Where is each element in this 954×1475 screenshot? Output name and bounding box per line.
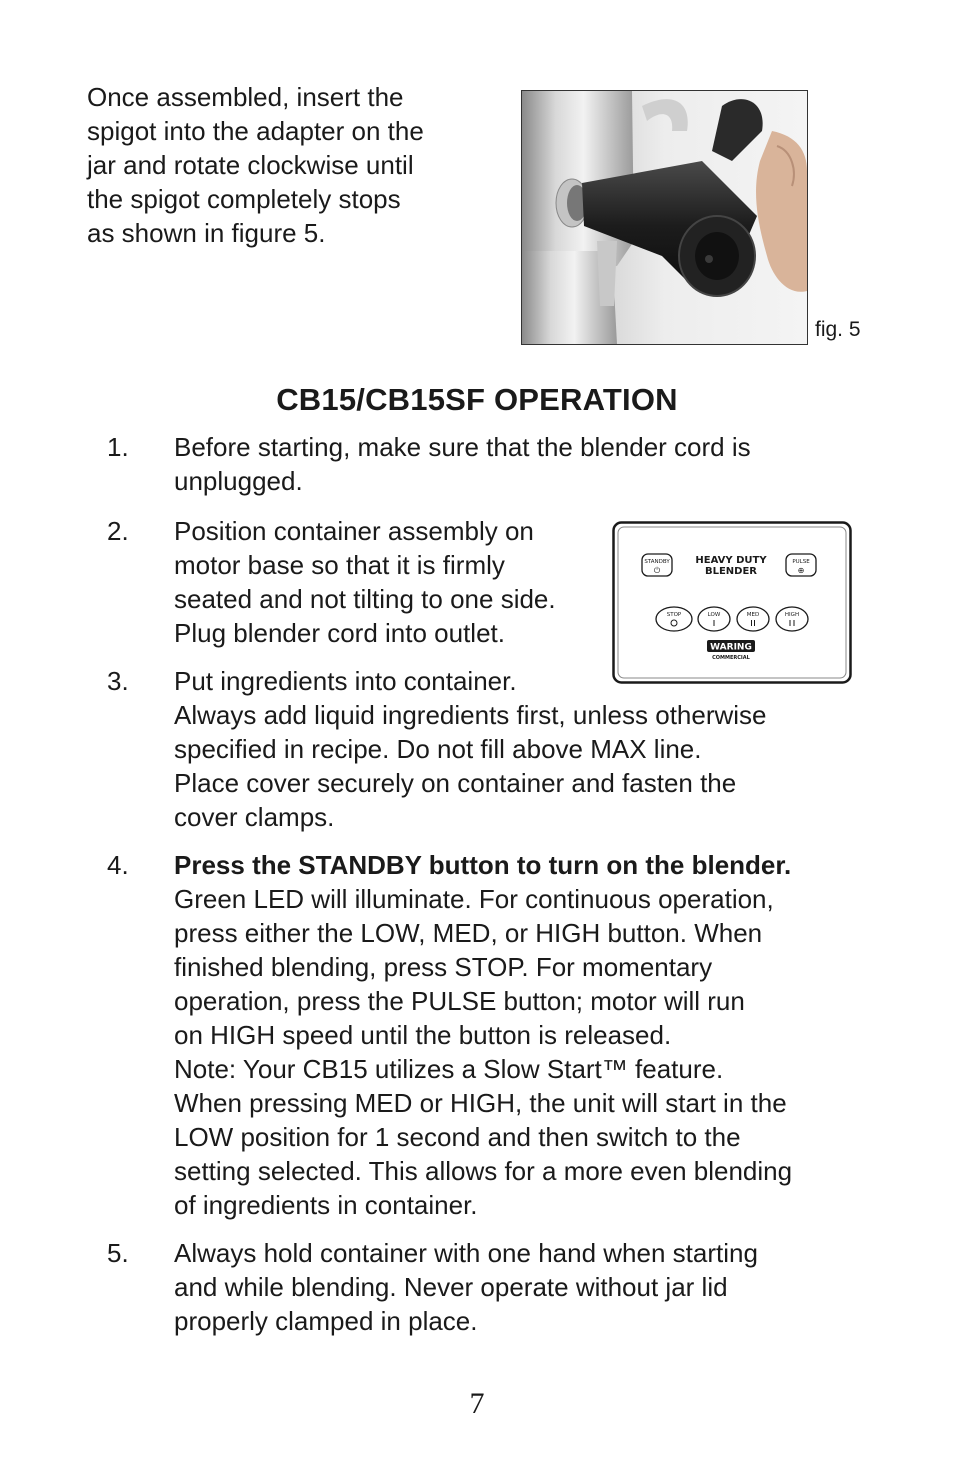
step-line: When pressing MED or HIGH, the unit will start in the [174,1088,787,1118]
spigot-photo [521,90,808,345]
stop-button-drawing [656,607,692,631]
waring-logo [707,640,755,661]
step-text [174,1236,758,1338]
high-label: HIGH [784,612,800,618]
standby-label: STANDBY [644,559,670,565]
stop-label: STOP [666,612,682,618]
step-line: Note: Your CB15 utilizes a Slow Start™ feature. [174,1054,724,1084]
step-number: 2. [107,516,129,546]
step-number: 4. [107,850,129,880]
step-text [174,514,556,650]
step-line: Position container assembly on [174,516,534,546]
power-icon: ⏻ [653,566,661,575]
logo-subtext: COMMERCIAL [712,655,750,661]
step-bold-line: Press the STANDBY button to turn on the blender. [174,850,792,880]
step-line: Plug blender cord into outlet. [174,618,505,648]
panel-title-line1: HEAVY DUTY [695,555,767,566]
blender-control-panel [612,521,852,684]
step-line: finished blending, press STOP. For momentary [174,952,713,982]
low-label: LOW [707,612,721,618]
control-panel-drawing [612,521,852,684]
high-button-drawing [776,607,808,631]
logo-text: WARING [710,642,752,653]
spigot-photo-image [522,91,807,344]
step-line: setting selected. This allows for a more even blending [174,1156,793,1186]
step-line: Always add liquid ingredients first, unless otherwise [174,700,767,730]
intro-line: as shown in figure 5. [87,218,326,248]
step-line: operation, press the PULSE button; motor will run [174,986,745,1016]
step-number: 1. [107,432,129,462]
intro-paragraph [87,80,487,250]
step-text [174,430,751,498]
step-line: properly clamped in place. [174,1306,478,1336]
step-line: LOW position for 1 second and then switch to the [174,1122,741,1152]
step-line: seated and not tilting to one side. [174,584,556,614]
med-button-drawing [737,607,769,631]
step-line: unplugged. [174,466,303,496]
low-button-drawing [698,607,730,631]
intro-line: the spigot completely stops [87,184,401,214]
med-label: MED [746,612,760,618]
step-line: Before starting, make sure that the blender cord is [174,432,751,462]
intro-line: jar and rotate clockwise until [87,150,414,180]
step-line: of ingredients in container. [174,1190,478,1220]
step-line: Always hold container with one hand when starting [174,1238,758,1268]
step-line: and while blending. Never operate without jar lid [174,1272,728,1302]
step-number: 3. [107,666,129,696]
standby-button-drawing [642,554,672,576]
page-number: 7 [469,1387,485,1420]
step-text [174,848,792,1222]
step-number: 5. [107,1238,129,1268]
figure-caption: fig. 5 [815,318,861,341]
step-text [174,664,767,834]
step-line: on HIGH speed until the button is released. [174,1020,672,1050]
step-line: Green LED will illuminate. For continuous operation, [174,884,774,914]
step-line: press either the LOW, MED, or HIGH button. When [174,918,763,948]
intro-line: spigot into the adapter on the [87,116,424,146]
pulse-button-drawing [786,554,816,576]
step-line: specified in recipe. Do not fill above MAX line. [174,734,702,764]
pulse-icon: ⊕ [797,566,805,575]
pulse-label: PULSE [792,559,810,565]
panel-title-line2: BLENDER [704,566,758,577]
step-line: cover clamps. [174,802,335,832]
intro-line: Once assembled, insert the [87,82,404,112]
step-line: motor base so that it is firmly [174,550,505,580]
step-line: Place cover securely on container and fasten the [174,768,737,798]
section-heading: CB15/CB15SF OPERATION [276,382,678,417]
step-line: Put ingredients into container. [174,666,517,696]
